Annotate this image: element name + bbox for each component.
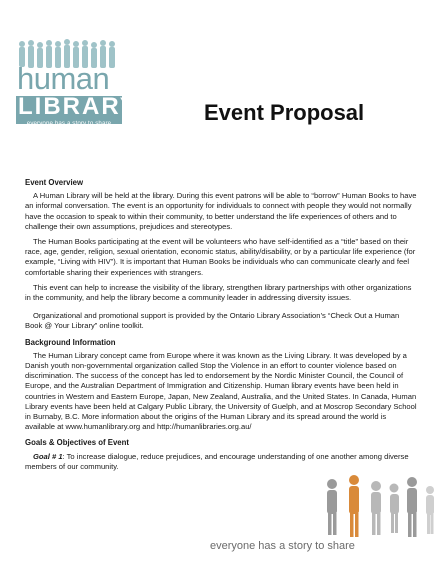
page-title: Event Proposal (204, 100, 365, 125)
goal-label: Goal # 1 (33, 451, 63, 461)
footer-tagline: everyone has a story to share (210, 540, 355, 552)
logo-word-library: LIBRARY (16, 96, 122, 124)
logo-tagline: everyone has a story to share (26, 120, 112, 127)
paragraph: This event can help to increase the visibility of the library, strengthen library partnerships with other organizations in the community, and help the library become a community leader in addressing diversity issues. (25, 282, 412, 303)
logo-word-human: human (17, 61, 110, 96)
paragraph: Organizational and promotional support is provided by the Ontario Library Association’s “Check Out a Human Book @ Your Library” online toolkit. (25, 311, 400, 331)
document-body (25, 178, 417, 478)
section-heading: Event Overview (25, 178, 84, 187)
goal-text: : To increase dialogue, reduce prejudices, and encourage understanding of one another among diverse members of our community. (25, 451, 409, 471)
section-heading: Background Information (25, 337, 116, 347)
event-overview-section (25, 178, 417, 332)
paragraph: A Human Library will be held at the library. During this event patrons will be able to “borrow” Human Books to have an informal conversation. The event is an opportunity for individuals to connect with people they would not normally have the occasion to speak to within their community, to better understand the life experiences of others and to challenge their own assumptions, prejudices and stereotypes. (25, 191, 417, 231)
section-heading: Goals & Objectives of Event (25, 438, 129, 448)
background-section (25, 338, 417, 433)
paragraph: The Human Library concept came from Europe where it was known as the Living Library. It was developed by a Danish youth non-governmental organization called Stop the Violence in an effort to counter violence based on discrimination. The success of the concept has led to endorsement by the Nordic Minister Council, the Council of Europe, and the Australian Department of Immigration and Citizenship. Human library events have been held in countries in Western and Eastern Europe, Japan, New Zealand, Australia, and the United States. In Canada, Human Library events have been held at Calgary Public Library, the University of Guelph, and at Moscrop Secondary School in Burnaby, B.C. More information about the origins of the Human Library and its spread around the world is available at www.humanlibrary.org and http://humanlibraries.org.au/ (25, 350, 417, 432)
people-figures-illustration (318, 470, 438, 540)
goals-section (25, 438, 417, 472)
paragraph: The Human Books participating at the event will be volunteers who have self-identified as a “title” based on their race, age, gender, religion, sexual orientation, economic status, ability/disability, or by a particular life experience (for example, “Living with HIV”). It is important that Human Books be individuals who can communicate clearly and feel comfortable sharing their experiences with strangers. (25, 237, 416, 277)
human-library-logo (12, 38, 138, 127)
